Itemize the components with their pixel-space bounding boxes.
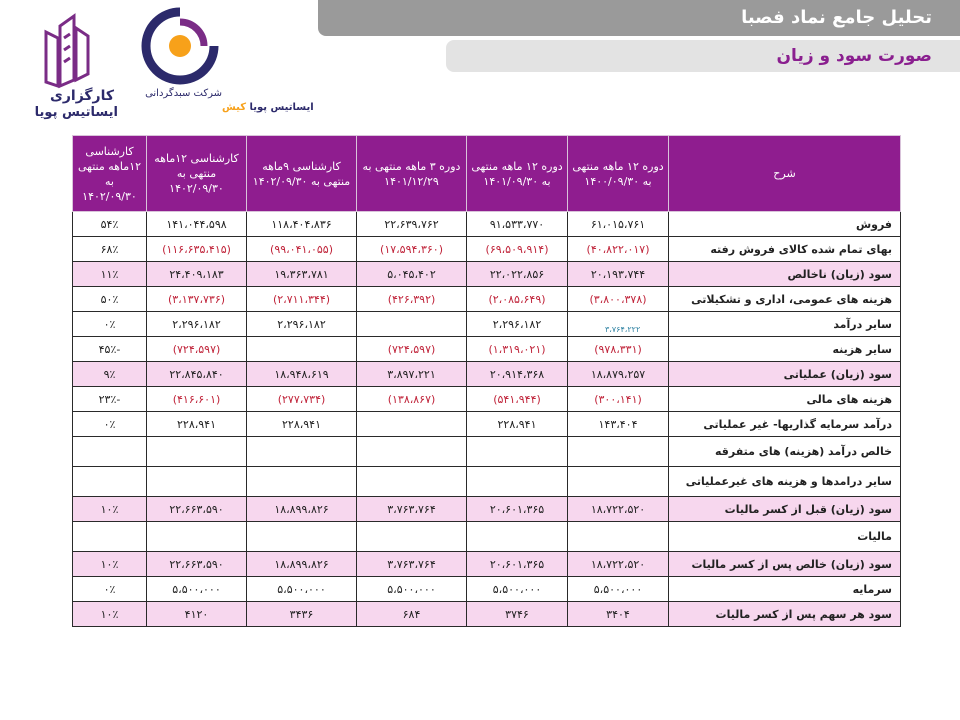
table-cell: [568, 467, 669, 497]
table-row: [73, 337, 901, 362]
row-label: سایر درآمد: [669, 312, 901, 337]
row-label: درآمد سرمایه گذاریها- غیر عملیاتی: [669, 412, 901, 437]
table-cell: ۱۹،۳۶۳،۷۸۱: [247, 262, 357, 287]
table-row: [73, 262, 901, 287]
table-cell: ۲۲،۶۶۳،۵۹۰: [147, 497, 247, 522]
table-cell: [247, 467, 357, 497]
table-cell: (۶۹،۵۰۹،۹۱۴): [467, 237, 568, 262]
table-cell: ۲،۲۹۶،۱۸۲: [247, 312, 357, 337]
column-header: دوره ۱۲ ماهه منتهی به ۱۴۰۰/۰۹/۳۰: [568, 136, 669, 212]
row-label: بهای تمام شده کالای فروش رفته: [669, 237, 901, 262]
table-cell: [568, 437, 669, 467]
table-row: [73, 312, 901, 337]
table-cell: [357, 437, 467, 467]
table-row: [73, 497, 901, 522]
table-row: [73, 362, 901, 387]
table-cell: ۲۲،۶۶۳،۵۹۰: [147, 552, 247, 577]
table-cell: (۱،۳۱۹،۰۲۱): [467, 337, 568, 362]
table-cell: ۳۷۴۶: [467, 602, 568, 627]
table-cell: (۲،۷۱۱،۳۴۴): [247, 287, 357, 312]
table-cell: [73, 467, 147, 497]
table-cell: [247, 522, 357, 552]
table-cell: ۲۰،۹۱۴،۳۶۸: [467, 362, 568, 387]
table-cell: (۳،۱۳۷،۷۳۶): [147, 287, 247, 312]
table-cell: (۲۷۷،۷۳۴): [247, 387, 357, 412]
table-cell: (۹۹،۰۴۱،۰۵۵): [247, 237, 357, 262]
table-cell: ۱۰٪: [73, 552, 147, 577]
table-cell: ۱۸،۸۷۹،۲۵۷: [568, 362, 669, 387]
table-cell: ۲،۲۹۶،۱۸۲: [147, 312, 247, 337]
table-row: [73, 467, 901, 497]
fund-manager-logo-line1: شرکت سبدگردانی: [145, 88, 222, 99]
row-label: سود هر سهم پس از کسر مالیات: [669, 602, 901, 627]
table-cell: [73, 522, 147, 552]
table-cell: ۱۱۸،۴۰۴،۸۳۶: [247, 212, 357, 237]
row-label: سود (زیان) قبل از کسر مالیات: [669, 497, 901, 522]
table-cell: ۱۸،۸۹۹،۸۲۶: [247, 497, 357, 522]
table-cell: ۲۰،۶۰۱،۳۶۵: [467, 497, 568, 522]
table-cell: ۱۴۱،۰۴۴،۵۹۸: [147, 212, 247, 237]
table-cell: -۲۳٪: [73, 387, 147, 412]
table-row: [73, 577, 901, 602]
column-header: شرح: [669, 136, 901, 212]
income-statement-table: [72, 135, 901, 627]
page-subtitle: صورت سود و زیان: [446, 40, 960, 72]
table-row: [73, 212, 901, 237]
table-cell: ۳،۷۶۳،۷۶۴: [357, 552, 467, 577]
table-cell: ۲۴،۴۰۹،۱۸۳: [147, 262, 247, 287]
column-header: کارشناسی ۹ماهه منتهی به ۱۴۰۲/۰۹/۳۰: [247, 136, 357, 212]
table-cell: ۲۰،۱۹۳،۷۴۴: [568, 262, 669, 287]
table-cell: ۴۱۲۰: [147, 602, 247, 627]
table-cell: ۰٪: [73, 312, 147, 337]
table-cell: ۲۲،۸۴۵،۸۴۰: [147, 362, 247, 387]
table-cell: ۱۸،۹۴۸،۶۱۹: [247, 362, 357, 387]
fund-manager-logo-line2: ایساتیس پویا کیش: [222, 102, 314, 113]
table-cell: ۳،۸۹۷،۲۲۱: [357, 362, 467, 387]
table-cell: ۲۰،۶۰۱،۳۶۵: [467, 552, 568, 577]
table-cell: ۲۲۸،۹۴۱: [247, 412, 357, 437]
table-cell: (۱۳۸،۸۶۷): [357, 387, 467, 412]
table-row: [73, 287, 901, 312]
row-label: سود (زیان) ناخالص: [669, 262, 901, 287]
table-cell: (۹۷۸،۳۳۱): [568, 337, 669, 362]
table-row: [73, 602, 901, 627]
table-cell: ۲۲،۰۲۲،۸۵۶: [467, 262, 568, 287]
table-cell: (۳،۸۰۰،۳۷۸): [568, 287, 669, 312]
table-cell: (۷۲۴،۵۹۷): [357, 337, 467, 362]
table-cell: -۴۵٪: [73, 337, 147, 362]
table-cell: ۵،۵۰۰،۰۰۰: [147, 577, 247, 602]
table-cell: ۱۴۳،۴۰۴: [568, 412, 669, 437]
table-cell: [568, 522, 669, 552]
table-cell: ۵۰٪: [73, 287, 147, 312]
table-cell: ۱۱٪: [73, 262, 147, 287]
row-label: سود (زیان) خالص پس از کسر مالیات: [669, 552, 901, 577]
table-cell: [247, 337, 357, 362]
table-cell: ۰٪: [73, 412, 147, 437]
table-row: [73, 437, 901, 467]
table-cell: ۱۸،۷۲۲،۵۲۰: [568, 497, 669, 522]
table-cell: ۵،۵۰۰،۰۰۰: [467, 577, 568, 602]
table-cell: (۴۲۶،۳۹۲): [357, 287, 467, 312]
table-cell: [357, 467, 467, 497]
table-cell: ۱۰٪: [73, 602, 147, 627]
table-cell: ۲۲،۶۳۹،۷۶۲: [357, 212, 467, 237]
table-cell: [467, 522, 568, 552]
table-cell: ۳۴۳۶: [247, 602, 357, 627]
table-cell: [357, 522, 467, 552]
table-cell: ۱۸،۷۲۲،۵۲۰: [568, 552, 669, 577]
table-row: [73, 237, 901, 262]
table-cell: (۵۴۱،۹۴۴): [467, 387, 568, 412]
table-cell: [147, 467, 247, 497]
column-header: کارشناسی ۱۲ماهه منتهی به ۱۴۰۲/۰۹/۳۰: [147, 136, 247, 212]
row-label: سرمایه: [669, 577, 901, 602]
circular-logo-icon: [146, 12, 214, 80]
table-cell: (۳۰۰،۱۴۱): [568, 387, 669, 412]
table-cell: ۳۴۰۴: [568, 602, 669, 627]
table-row: [73, 412, 901, 437]
table-cell: ۵،۰۴۵،۴۰۲: [357, 262, 467, 287]
page-title: تحلیل جامع نماد فصبا: [318, 0, 960, 36]
table-header-row: [73, 136, 901, 212]
table-cell: (۴۰،۸۲۲،۰۱۷): [568, 237, 669, 262]
table-cell: ۵۴٪: [73, 212, 147, 237]
column-header: دوره ۱۲ ماهه منتهی به ۱۴۰۱/۰۹/۳۰: [467, 136, 568, 212]
table-cell: ۶۱،۰۱۵،۷۶۱: [568, 212, 669, 237]
table-cell: [147, 522, 247, 552]
table-cell: ۶۸٪: [73, 237, 147, 262]
table-cell: [247, 437, 357, 467]
table-cell: ۵،۵۰۰،۰۰۰: [568, 577, 669, 602]
table-cell: ۶۸۴: [357, 602, 467, 627]
row-label: مالیات: [669, 522, 901, 552]
table-cell: [357, 412, 467, 437]
table-row: [73, 387, 901, 412]
table-cell: ۹۱،۵۳۳،۷۷۰: [467, 212, 568, 237]
column-header: دوره ۳ ماهه منتهی به ۱۴۰۱/۱۲/۲۹: [357, 136, 467, 212]
table-cell: [73, 437, 147, 467]
table-cell: ۵،۵۰۰،۰۰۰: [247, 577, 357, 602]
table-cell: ۲،۲۹۶،۱۸۲: [467, 312, 568, 337]
row-label: سایر درامدها و هزینه های غیرعملیاتی: [669, 467, 901, 497]
table-cell: [357, 312, 467, 337]
table-cell: ۰٪: [73, 577, 147, 602]
brokerage-logo-line2: ایساتیس پویا: [34, 105, 118, 120]
table-cell: [467, 437, 568, 467]
table-cell: ۳،۷۶۳،۷۶۴: [357, 497, 467, 522]
table-cell: [147, 437, 247, 467]
table-cell: ۵،۵۰۰،۰۰۰: [357, 577, 467, 602]
row-label: خالص درآمد (هزینه) های متفرقه: [669, 437, 901, 467]
table-cell: (۲،۰۸۵،۶۴۹): [467, 287, 568, 312]
table-cell: ۲۲۸،۹۴۱: [467, 412, 568, 437]
row-label: هزینه های مالی: [669, 387, 901, 412]
table-cell: (۴۱۶،۶۰۱): [147, 387, 247, 412]
table-row: [73, 552, 901, 577]
table-row: [73, 522, 901, 552]
table-cell: [467, 467, 568, 497]
row-label: سایر هزینه: [669, 337, 901, 362]
table-cell: ۱۰٪: [73, 497, 147, 522]
buildings-icon: [46, 16, 88, 86]
income-statement-table-container: [72, 135, 900, 627]
table-cell: ۲۲۸،۹۴۱: [147, 412, 247, 437]
table-cell: (۱۱۶،۶۳۵،۴۱۵): [147, 237, 247, 262]
fund-manager-logo: [132, 6, 314, 118]
table-cell: ۹٪: [73, 362, 147, 387]
table-cell: ۱۸،۸۹۹،۸۲۶: [247, 552, 357, 577]
row-label: فروش: [669, 212, 901, 237]
column-header: کارشناسی ۱۲ماهه منتهی به ۱۴۰۲/۰۹/۳۰: [73, 136, 147, 212]
row-label: هزینه های عمومی، اداری و تشکیلاتی: [669, 287, 901, 312]
table-cell: (۷۲۴،۵۹۷): [147, 337, 247, 362]
brokerage-logo-line1: کارگزاری: [50, 88, 114, 104]
brokerage-logo: [14, 8, 126, 118]
row-label: سود (زیان) عملیاتی: [669, 362, 901, 387]
cell-annotation: ۳،۷۶۴،۲۲۲: [605, 325, 641, 334]
table-cell: (۱۷،۵۹۴،۳۶۰): [357, 237, 467, 262]
